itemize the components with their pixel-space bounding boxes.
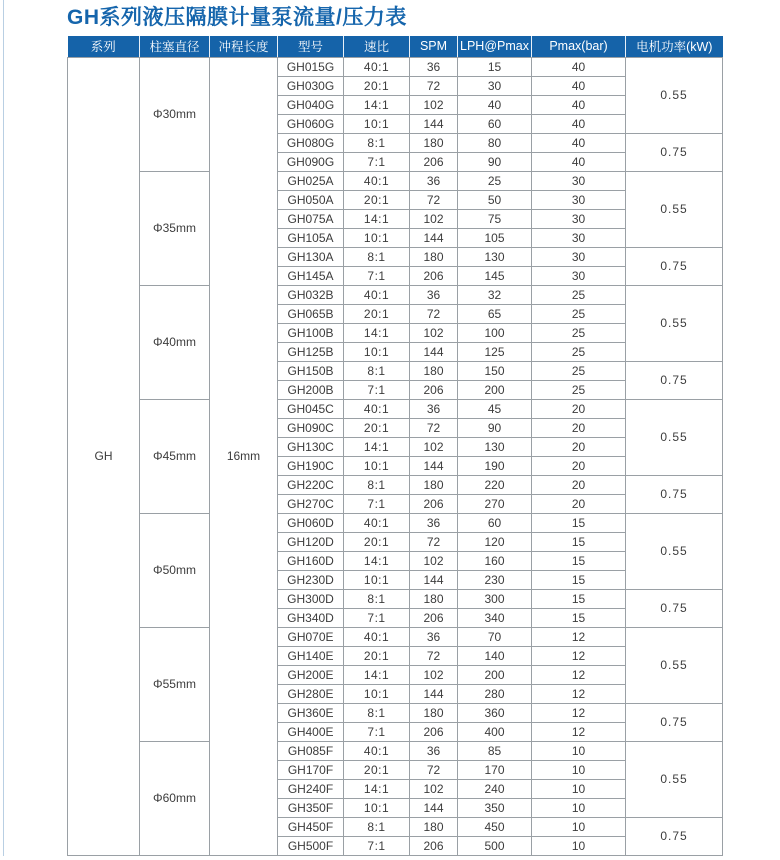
plunger-diameter-cell: Φ30mm: [140, 57, 210, 171]
pmax-cell: 12: [532, 627, 626, 646]
spec-row-GH085F: [68, 741, 723, 760]
spm-cell: 72: [410, 76, 458, 95]
lph-pmax-cell: 70: [458, 627, 532, 646]
ratio-cell: 14:1: [344, 209, 410, 228]
model-cell: GH150B: [278, 361, 344, 380]
lph-pmax-cell: 450: [458, 817, 532, 836]
lph-pmax-cell: 80: [458, 133, 532, 152]
model-cell: GH500F: [278, 836, 344, 855]
column-header-spm: SPM: [410, 36, 458, 57]
lph-pmax-cell: 30: [458, 76, 532, 95]
pmax-cell: 10: [532, 760, 626, 779]
spm-cell: 102: [410, 95, 458, 114]
spm-cell: 144: [410, 456, 458, 475]
lph-pmax-cell: 170: [458, 760, 532, 779]
model-cell: GH040G: [278, 95, 344, 114]
lph-pmax-cell: 360: [458, 703, 532, 722]
lph-pmax-cell: 60: [458, 114, 532, 133]
spm-cell: 144: [410, 228, 458, 247]
lph-pmax-cell: 120: [458, 532, 532, 551]
ratio-cell: 10:1: [344, 342, 410, 361]
ratio-cell: 20:1: [344, 418, 410, 437]
spm-cell: 36: [410, 627, 458, 646]
column-header-motor-power: 电机功率(kW): [626, 36, 723, 57]
plunger-diameter-cell: Φ55mm: [140, 627, 210, 741]
pmax-cell: 25: [532, 285, 626, 304]
ratio-cell: 10:1: [344, 228, 410, 247]
plunger-diameter-cell: Φ35mm: [140, 171, 210, 285]
spec-row-GH015G: [68, 57, 723, 76]
model-cell: GH030G: [278, 76, 344, 95]
spm-cell: 102: [410, 209, 458, 228]
motor-power-cell: 0.75: [626, 589, 723, 627]
lph-pmax-cell: 350: [458, 798, 532, 817]
motor-power-cell: 0.75: [626, 133, 723, 171]
pmax-cell: 20: [532, 399, 626, 418]
model-cell: GH145A: [278, 266, 344, 285]
model-cell: GH200E: [278, 665, 344, 684]
pmax-cell: 25: [532, 380, 626, 399]
ratio-cell: 14:1: [344, 551, 410, 570]
pmax-cell: 40: [532, 114, 626, 133]
ratio-cell: 7:1: [344, 836, 410, 855]
spm-cell: 144: [410, 342, 458, 361]
motor-power-cell: 0.75: [626, 361, 723, 399]
spm-cell: 36: [410, 57, 458, 76]
model-cell: GH280E: [278, 684, 344, 703]
pmax-cell: 20: [532, 494, 626, 513]
model-cell: GH060D: [278, 513, 344, 532]
model-cell: GH450F: [278, 817, 344, 836]
lph-pmax-cell: 220: [458, 475, 532, 494]
column-header-model: 型号: [278, 36, 344, 57]
motor-power-cell: 0.55: [626, 171, 723, 247]
model-cell: GH065B: [278, 304, 344, 323]
pmax-cell: 20: [532, 475, 626, 494]
pmax-cell: 30: [532, 266, 626, 285]
spm-cell: 180: [410, 247, 458, 266]
model-cell: GH190C: [278, 456, 344, 475]
spm-cell: 36: [410, 285, 458, 304]
model-cell: GH160D: [278, 551, 344, 570]
pmax-cell: 30: [532, 209, 626, 228]
pmax-cell: 12: [532, 703, 626, 722]
column-header-lph-pmax: LPH@Pmax: [458, 36, 532, 57]
pmax-cell: 30: [532, 228, 626, 247]
spm-cell: 144: [410, 684, 458, 703]
spm-cell: 72: [410, 760, 458, 779]
pmax-cell: 40: [532, 57, 626, 76]
model-cell: GH170F: [278, 760, 344, 779]
pmax-cell: 12: [532, 722, 626, 741]
spm-cell: 36: [410, 513, 458, 532]
model-cell: GH015G: [278, 57, 344, 76]
model-cell: GH400E: [278, 722, 344, 741]
motor-power-cell: 0.55: [626, 513, 723, 589]
model-cell: GH105A: [278, 228, 344, 247]
pump-spec-table: [67, 36, 723, 856]
lph-pmax-cell: 50: [458, 190, 532, 209]
series-cell: GH: [68, 57, 140, 855]
ratio-cell: 8:1: [344, 817, 410, 836]
spm-cell: 180: [410, 475, 458, 494]
spm-cell: 206: [410, 380, 458, 399]
lph-pmax-cell: 40: [458, 95, 532, 114]
spm-cell: 180: [410, 703, 458, 722]
ratio-cell: 8:1: [344, 133, 410, 152]
spm-cell: 36: [410, 399, 458, 418]
plunger-diameter-cell: Φ50mm: [140, 513, 210, 627]
spec-row-GH060D: [68, 513, 723, 532]
ratio-cell: 10:1: [344, 456, 410, 475]
pmax-cell: 10: [532, 836, 626, 855]
ratio-cell: 40:1: [344, 513, 410, 532]
ratio-cell: 20:1: [344, 532, 410, 551]
model-cell: GH045C: [278, 399, 344, 418]
model-cell: GH270C: [278, 494, 344, 513]
pmax-cell: 30: [532, 190, 626, 209]
pmax-cell: 20: [532, 418, 626, 437]
lph-pmax-cell: 230: [458, 570, 532, 589]
pmax-cell: 20: [532, 437, 626, 456]
ratio-cell: 7:1: [344, 494, 410, 513]
page-title: GH系列液压隔膜计量泵流量/压力表: [67, 6, 407, 29]
model-cell: GH360E: [278, 703, 344, 722]
stroke-length-cell: 16mm: [210, 57, 278, 855]
motor-power-cell: 0.55: [626, 57, 723, 133]
ratio-cell: 14:1: [344, 323, 410, 342]
ratio-cell: 20:1: [344, 646, 410, 665]
spm-cell: 102: [410, 323, 458, 342]
lph-pmax-cell: 150: [458, 361, 532, 380]
lph-pmax-cell: 25: [458, 171, 532, 190]
ratio-cell: 40:1: [344, 627, 410, 646]
pmax-cell: 12: [532, 684, 626, 703]
spec-row-GH070E: [68, 627, 723, 646]
model-cell: GH025A: [278, 171, 344, 190]
spm-cell: 102: [410, 779, 458, 798]
lph-pmax-cell: 200: [458, 380, 532, 399]
spm-cell: 206: [410, 836, 458, 855]
lph-pmax-cell: 100: [458, 323, 532, 342]
lph-pmax-cell: 130: [458, 437, 532, 456]
model-cell: GH130C: [278, 437, 344, 456]
spm-cell: 206: [410, 152, 458, 171]
model-cell: GH220C: [278, 475, 344, 494]
ratio-cell: 14:1: [344, 437, 410, 456]
model-cell: GH090C: [278, 418, 344, 437]
pmax-cell: 25: [532, 323, 626, 342]
pmax-cell: 12: [532, 646, 626, 665]
model-cell: GH240F: [278, 779, 344, 798]
lph-pmax-cell: 280: [458, 684, 532, 703]
spm-cell: 180: [410, 361, 458, 380]
lph-pmax-cell: 65: [458, 304, 532, 323]
lph-pmax-cell: 200: [458, 665, 532, 684]
spm-cell: 72: [410, 532, 458, 551]
lph-pmax-cell: 45: [458, 399, 532, 418]
spm-cell: 144: [410, 798, 458, 817]
lph-pmax-cell: 140: [458, 646, 532, 665]
lph-pmax-cell: 60: [458, 513, 532, 532]
ratio-cell: 40:1: [344, 57, 410, 76]
plunger-diameter-cell: Φ40mm: [140, 285, 210, 399]
lph-pmax-cell: 85: [458, 741, 532, 760]
ratio-cell: 8:1: [344, 703, 410, 722]
pmax-cell: 10: [532, 741, 626, 760]
ratio-cell: 8:1: [344, 589, 410, 608]
pmax-cell: 20: [532, 456, 626, 475]
table-header-row: [68, 36, 723, 57]
lph-pmax-cell: 400: [458, 722, 532, 741]
spm-cell: 102: [410, 551, 458, 570]
spm-cell: 72: [410, 304, 458, 323]
pmax-cell: 10: [532, 817, 626, 836]
pmax-cell: 40: [532, 95, 626, 114]
spm-cell: 206: [410, 608, 458, 627]
model-cell: GH032B: [278, 285, 344, 304]
model-cell: GH130A: [278, 247, 344, 266]
lph-pmax-cell: 145: [458, 266, 532, 285]
ratio-cell: 14:1: [344, 95, 410, 114]
motor-power-cell: 0.75: [626, 817, 723, 855]
pmax-cell: 40: [532, 133, 626, 152]
ratio-cell: 7:1: [344, 152, 410, 171]
ratio-cell: 14:1: [344, 665, 410, 684]
model-cell: GH340D: [278, 608, 344, 627]
pmax-cell: 12: [532, 665, 626, 684]
ratio-cell: 40:1: [344, 285, 410, 304]
ratio-cell: 40:1: [344, 171, 410, 190]
motor-power-cell: 0.55: [626, 285, 723, 361]
spm-cell: 206: [410, 494, 458, 513]
plunger-diameter-cell: Φ45mm: [140, 399, 210, 513]
motor-power-cell: 0.75: [626, 475, 723, 513]
spec-row-GH032B: [68, 285, 723, 304]
column-header-ratio: 速比: [344, 36, 410, 57]
spm-cell: 206: [410, 266, 458, 285]
pmax-cell: 25: [532, 304, 626, 323]
pmax-cell: 25: [532, 361, 626, 380]
lph-pmax-cell: 75: [458, 209, 532, 228]
spm-cell: 72: [410, 418, 458, 437]
model-cell: GH200B: [278, 380, 344, 399]
ratio-cell: 20:1: [344, 304, 410, 323]
ratio-cell: 7:1: [344, 266, 410, 285]
spm-cell: 72: [410, 646, 458, 665]
motor-power-cell: 0.55: [626, 741, 723, 817]
spm-cell: 102: [410, 437, 458, 456]
spm-cell: 36: [410, 741, 458, 760]
model-cell: GH125B: [278, 342, 344, 361]
model-cell: GH120D: [278, 532, 344, 551]
ratio-cell: 8:1: [344, 247, 410, 266]
pmax-cell: 30: [532, 247, 626, 266]
ratio-cell: 20:1: [344, 76, 410, 95]
plunger-diameter-cell: Φ60mm: [140, 741, 210, 855]
column-header-stroke-length: 冲程长度: [210, 36, 278, 57]
spm-cell: 180: [410, 817, 458, 836]
lph-pmax-cell: 32: [458, 285, 532, 304]
ratio-cell: 20:1: [344, 760, 410, 779]
model-cell: GH050A: [278, 190, 344, 209]
left-accent-line: [3, 0, 4, 856]
model-cell: GH090G: [278, 152, 344, 171]
pmax-cell: 10: [532, 779, 626, 798]
spm-cell: 144: [410, 570, 458, 589]
ratio-cell: 20:1: [344, 190, 410, 209]
spec-row-GH045C: [68, 399, 723, 418]
column-header-pmax: Pmax(bar): [532, 36, 626, 57]
spm-cell: 144: [410, 114, 458, 133]
model-cell: GH070E: [278, 627, 344, 646]
pmax-cell: 15: [532, 532, 626, 551]
lph-pmax-cell: 300: [458, 589, 532, 608]
spm-cell: 36: [410, 171, 458, 190]
lph-pmax-cell: 130: [458, 247, 532, 266]
ratio-cell: 10:1: [344, 570, 410, 589]
lph-pmax-cell: 15: [458, 57, 532, 76]
spm-cell: 180: [410, 589, 458, 608]
pmax-cell: 15: [532, 608, 626, 627]
model-cell: GH100B: [278, 323, 344, 342]
column-header-series: 系列: [68, 36, 140, 57]
ratio-cell: 7:1: [344, 722, 410, 741]
ratio-cell: 7:1: [344, 608, 410, 627]
lph-pmax-cell: 105: [458, 228, 532, 247]
motor-power-cell: 0.55: [626, 627, 723, 703]
pmax-cell: 25: [532, 342, 626, 361]
pmax-cell: 15: [532, 589, 626, 608]
spec-row-GH025A: [68, 171, 723, 190]
lph-pmax-cell: 270: [458, 494, 532, 513]
spm-cell: 206: [410, 722, 458, 741]
pmax-cell: 40: [532, 152, 626, 171]
lph-pmax-cell: 90: [458, 152, 532, 171]
pmax-cell: 40: [532, 76, 626, 95]
spm-cell: 102: [410, 665, 458, 684]
model-cell: GH230D: [278, 570, 344, 589]
model-cell: GH300D: [278, 589, 344, 608]
ratio-cell: 10:1: [344, 798, 410, 817]
model-cell: GH350F: [278, 798, 344, 817]
model-cell: GH085F: [278, 741, 344, 760]
motor-power-cell: 0.75: [626, 703, 723, 741]
ratio-cell: 40:1: [344, 399, 410, 418]
spm-cell: 180: [410, 133, 458, 152]
lph-pmax-cell: 240: [458, 779, 532, 798]
ratio-cell: 14:1: [344, 779, 410, 798]
pmax-cell: 10: [532, 798, 626, 817]
motor-power-cell: 0.55: [626, 399, 723, 475]
ratio-cell: 8:1: [344, 475, 410, 494]
ratio-cell: 7:1: [344, 380, 410, 399]
model-cell: GH060G: [278, 114, 344, 133]
column-header-plunger-diameter: 柱塞直径: [140, 36, 210, 57]
model-cell: GH140E: [278, 646, 344, 665]
pmax-cell: 15: [532, 513, 626, 532]
lph-pmax-cell: 340: [458, 608, 532, 627]
motor-power-cell: 0.75: [626, 247, 723, 285]
ratio-cell: 40:1: [344, 741, 410, 760]
lph-pmax-cell: 160: [458, 551, 532, 570]
lph-pmax-cell: 190: [458, 456, 532, 475]
lph-pmax-cell: 125: [458, 342, 532, 361]
lph-pmax-cell: 90: [458, 418, 532, 437]
model-cell: GH080G: [278, 133, 344, 152]
ratio-cell: 8:1: [344, 361, 410, 380]
pmax-cell: 15: [532, 570, 626, 589]
pmax-cell: 15: [532, 551, 626, 570]
lph-pmax-cell: 500: [458, 836, 532, 855]
ratio-cell: 10:1: [344, 114, 410, 133]
spm-cell: 72: [410, 190, 458, 209]
ratio-cell: 10:1: [344, 684, 410, 703]
pmax-cell: 30: [532, 171, 626, 190]
model-cell: GH075A: [278, 209, 344, 228]
